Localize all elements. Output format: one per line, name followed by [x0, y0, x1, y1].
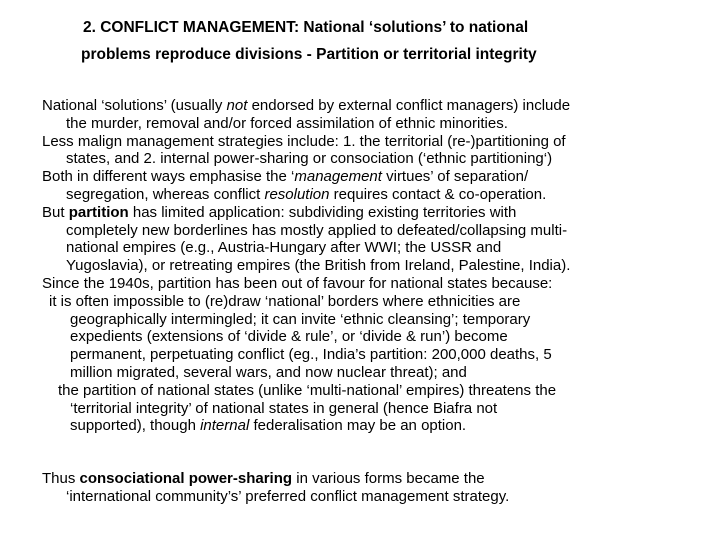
text-line: it is often impossible to (re)draw ‘national’ borders where ethnicities are [49, 292, 521, 310]
paragraph-management-virtues [0, 168, 720, 204]
emphasis-text: management [294, 168, 382, 186]
text-line [0, 168, 720, 186]
text-line: ‘international community’s’ preferred conflict management strategy. [66, 487, 510, 505]
text-run: segregation, whereas conflict [66, 185, 265, 203]
strong-text: consociational power-sharing [79, 470, 293, 488]
title-line-1: 2. CONFLICT MANAGEMENT: National ‘solutions’ to national [83, 19, 529, 36]
text-line: Since the 1940s, partition has been out of favour for national states because: [42, 274, 553, 292]
text-run: requires contact & co-operation. [329, 185, 547, 203]
text-run: endorsed by external conflict managers) include [247, 97, 571, 114]
text-run: supported), though [70, 417, 201, 435]
text-line: Yugoslavia), or retreating empires (the British from Ireland, Palestine, India). [66, 257, 571, 275]
text-line: expedients (extensions of ‘divide & rule’, or ‘divide & run’) become [70, 328, 508, 346]
text-line [0, 186, 720, 204]
paragraph-impossible-borders [0, 293, 720, 382]
text-run: National ‘solutions’ (usually [42, 97, 227, 114]
text-line: completely new borderlines has mostly applied to defeated/collapsing multi- [66, 221, 568, 239]
emphasis-text: not [226, 97, 248, 114]
text-run: has limited application: subdividing existing territories with [128, 203, 517, 221]
text-line: ‘territorial integrity’ of national states in general (hence Biafra not [70, 399, 498, 417]
title-line-2: problems reproduce divisions - Partition or territorial integrity [81, 46, 537, 63]
text-line: states, and 2. internal power-sharing or consociation (‘ethnic partitioning‘) [66, 150, 553, 168]
text-run: in various forms became the [292, 470, 485, 488]
paragraph-management-strategies [0, 133, 720, 169]
paragraph-territorial-integrity [0, 382, 720, 435]
emphasis-text: resolution [264, 185, 330, 203]
text-run: federalisation may be an option. [249, 417, 467, 435]
slide-title [70, 14, 710, 68]
slide-body [0, 97, 720, 506]
text-line: geographically intermingled; it can invite ‘ethnic cleansing’; temporary [70, 310, 531, 328]
paragraph-consociational [0, 470, 720, 506]
text-line: the partition of national states (unlike ‘multi-national’ empires) threatens the [58, 381, 557, 399]
text-run: Both in different ways emphasise the ‘ [42, 168, 295, 186]
text-line [0, 470, 720, 488]
text-run: But [42, 203, 69, 221]
text-line [0, 417, 720, 435]
text-line: national empires (e.g., Austria-Hungary after WWI; the USSR and [66, 239, 502, 257]
text-run: virtues’ of separation/ [381, 168, 529, 186]
paragraph-national-solutions [0, 97, 720, 133]
strong-text: partition [68, 203, 129, 221]
text-run: Thus [42, 470, 80, 488]
emphasis-text: internal [200, 417, 250, 435]
text-line: million migrated, several wars, and now nuclear threat); and [70, 363, 467, 381]
spacer [0, 435, 720, 470]
paragraph-partition [0, 204, 720, 275]
text-line [0, 97, 720, 115]
paragraph-since-1940s [0, 275, 720, 293]
text-line: the murder, removal and/or forced assimilation of ethnic minorities. [66, 114, 508, 132]
text-line: permanent, perpetuating conflict (eg., India’s partition: 200,000 deaths, 5 [70, 346, 552, 364]
text-line [0, 204, 720, 222]
text-line: Less malign management strategies include: 1. the territorial (re-)partitioning of [42, 132, 566, 150]
